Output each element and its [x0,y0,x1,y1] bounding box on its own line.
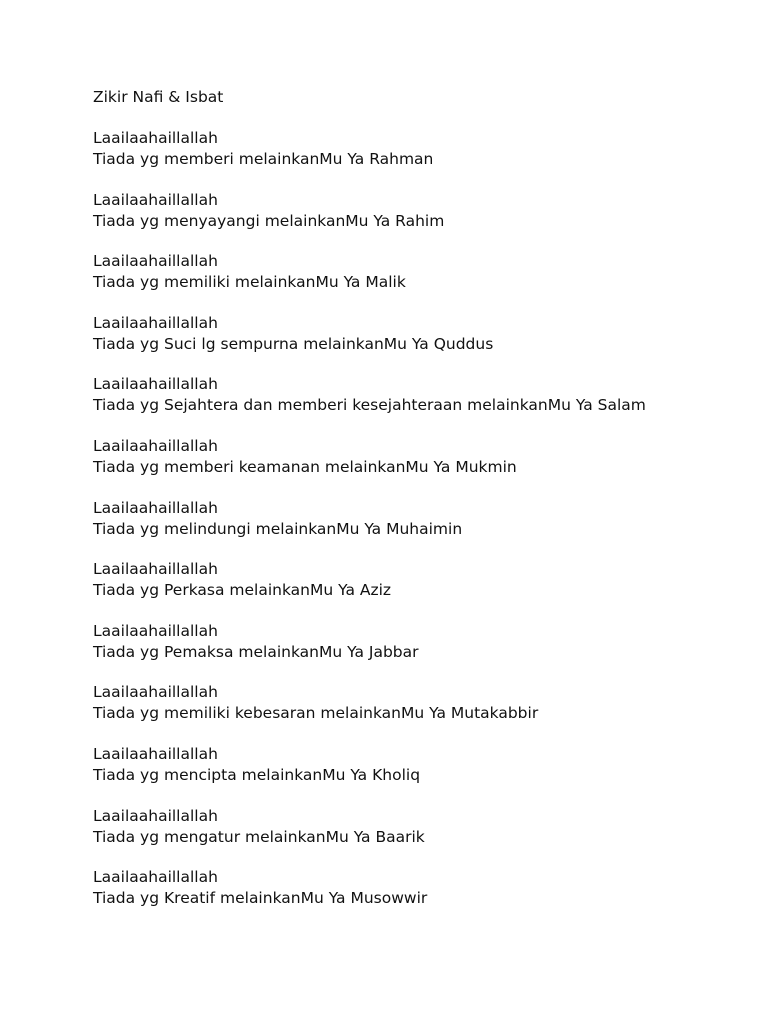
stanza-meaning: Tiada yg menyayangi melainkanMu Ya Rahim [93,211,445,230]
stanza [93,806,753,848]
stanza [93,313,753,355]
stanza-meaning: Tiada yg memberi melainkanMu Ya Rahman [93,150,434,168]
stanza-chant: Laailaahaillallah [93,129,218,147]
stanza [93,374,753,416]
stanza-chant: Laailaahaillallah [93,313,218,332]
stanza [93,128,753,170]
stanza-chant: Laailaahaillallah [93,868,218,887]
stanza-meaning: Tiada yg memiliki kebesaran melainkanMu Ya Mutakabbir [93,704,539,723]
stanza-chant: Laailaahaillallah [93,621,218,640]
stanza-meaning: Tiada yg memiliki melainkanMu Ya Malik [93,273,406,292]
stanza [93,682,753,724]
stanza-chant: Laailaahaillallah [93,498,218,517]
stanza-meaning: Tiada yg memberi keamanan melainkanMu Ya Mukmin [93,457,517,476]
stanza-meaning: Tiada yg Pemaksa melainkanMu Ya Jabbar [93,642,419,661]
stanza-chant: Laailaahaillallah [93,375,218,394]
stanza [93,744,753,786]
stanza [93,621,753,663]
document-page [93,87,753,929]
stanza-meaning: Tiada yg Kreatif melainkanMu Ya Musowwir [93,889,428,908]
stanza-meaning: Tiada yg Sejahtera dan memberi kesejahteraan melainkanMu Ya Salam [93,396,646,415]
stanza-chant: Laailaahaillallah [93,683,218,702]
stanza [93,436,753,478]
stanza-chant: Laailaahaillallah [93,252,218,271]
stanza-chant: Laailaahaillallah [93,560,218,579]
stanza-chant: Laailaahaillallah [93,744,218,763]
stanza [93,190,753,232]
stanza-chant: Laailaahaillallah [93,436,218,455]
document-title: Zikir Nafi & Isbat [93,88,224,106]
stanza [93,251,753,293]
stanza-meaning: Tiada yg Perkasa melainkanMu Ya Aziz [93,581,392,600]
stanza-meaning: Tiada yg mencipta melainkanMu Ya Kholiq [93,765,421,784]
stanza [93,498,753,540]
stanza-meaning: Tiada yg Suci lg sempurna melainkanMu Ya Quddus [93,334,494,353]
stanza-chant: Laailaahaillallah [93,806,218,825]
stanza [93,559,753,601]
stanza-chant: Laailaahaillallah [93,190,218,209]
stanza-meaning: Tiada yg melindungi melainkanMu Ya Muhaimin [93,519,463,538]
stanza-meaning: Tiada yg mengatur melainkanMu Ya Baarik [93,827,425,846]
stanza [93,867,753,909]
